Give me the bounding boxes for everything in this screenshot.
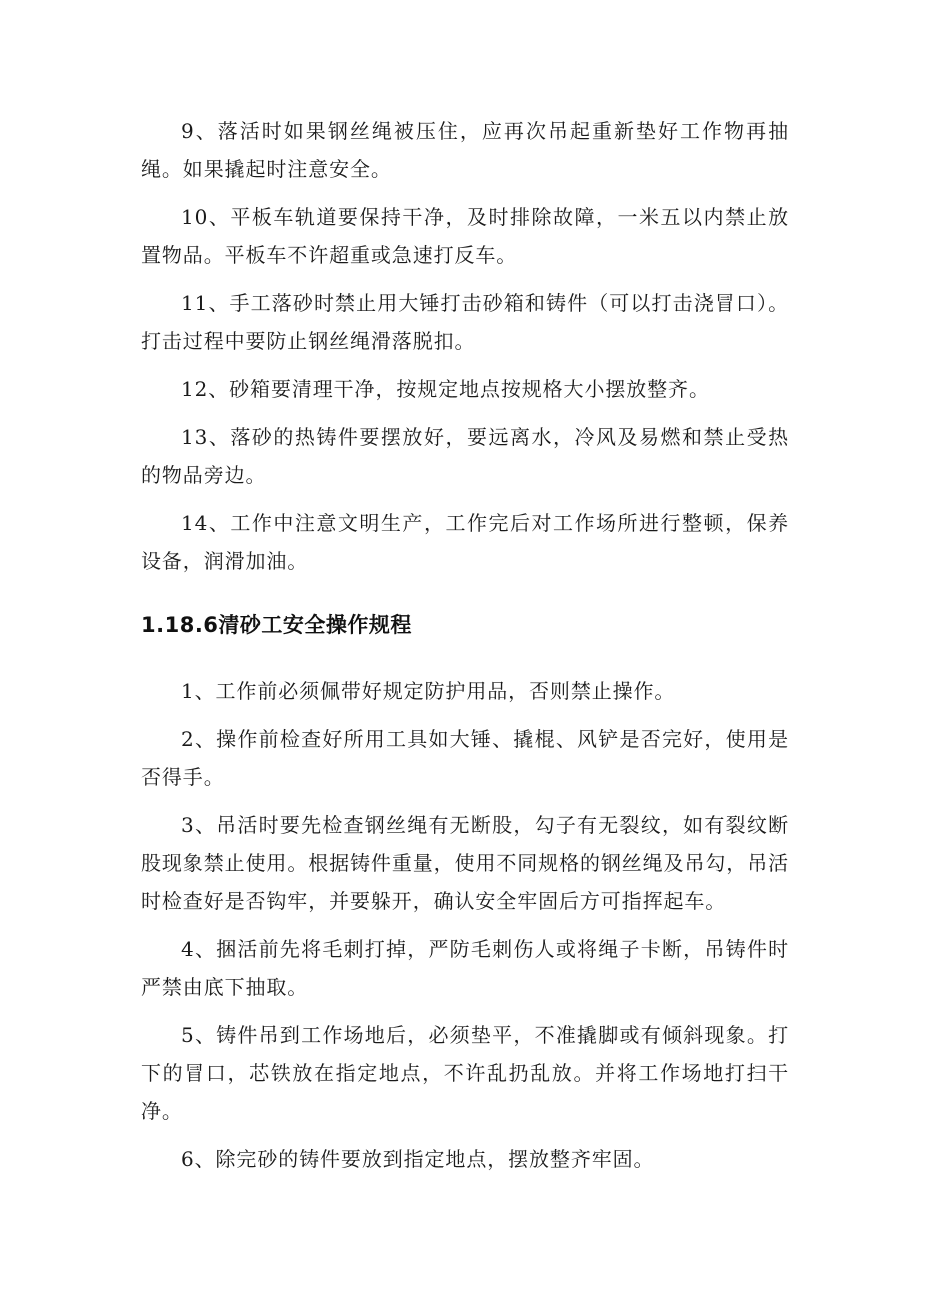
document-content	[141, 112, 789, 1188]
paragraph-item-5: 5、铸件吊到工作场地后，必须垫平，不准撬脚或有倾斜现象。打下的冒口，芯铁放在指定地点，不许乱扔乱放。并将工作场地打扫干净。	[141, 1023, 789, 1123]
paragraph-item-4: 4、捆活前先将毛刺打掉，严防毛刺伤人或将绳子卡断，吊铸件时严禁由底下抽取。	[141, 937, 789, 999]
paragraph-item-2: 2、操作前检查好所用工具如大锤、撬棍、风铲是否完好，使用是否得手。	[141, 727, 789, 789]
paragraph-item-14: 14、工作中注意文明生产，工作完后对工作场所进行整顿，保养设备，润滑加油。	[141, 511, 789, 573]
paragraph-item-11: 11、手工落砂时禁止用大锤打击砂箱和铸件（可以打击浇冒口）。打击过程中要防止钢丝绳滑落脱扣。	[141, 291, 789, 353]
paragraph-item-3: 3、吊活时要先检查钢丝绳有无断股，勾子有无裂纹，如有裂纹断股现象禁止使用。根据铸件重量，使用不同规格的钢丝绳及吊勾，吊活时检查好是否钩牢，并要躲开，确认安全牢固后方可指挥起车。	[141, 813, 789, 913]
paragraph-item-10: 10、平板车轨道要保持干净，及时排除故障，一米五以内禁止放置物品。平板车不许超重或急速打反车。	[141, 205, 789, 267]
paragraph-item-12: 12、砂箱要清理干净，按规定地点按规格大小摆放整齐。	[181, 377, 710, 401]
paragraph-item-9: 9、落活时如果钢丝绳被压住，应再次吊起重新垫好工作物再抽绳。如果撬起时注意安全。	[141, 119, 789, 181]
paragraph-item-1: 1、工作前必须佩带好规定防护用品，否则禁止操作。	[181, 679, 676, 703]
paragraph-item-13: 13、落砂的热铸件要摆放好，要远离水，冷风及易燃和禁止受热的物品旁边。	[141, 425, 789, 487]
section-heading: 1.18.6清砂工安全操作规程	[141, 613, 412, 637]
paragraph-item-6: 6、除完砂的铸件要放到指定地点，摆放整齐牢固。	[181, 1147, 655, 1171]
